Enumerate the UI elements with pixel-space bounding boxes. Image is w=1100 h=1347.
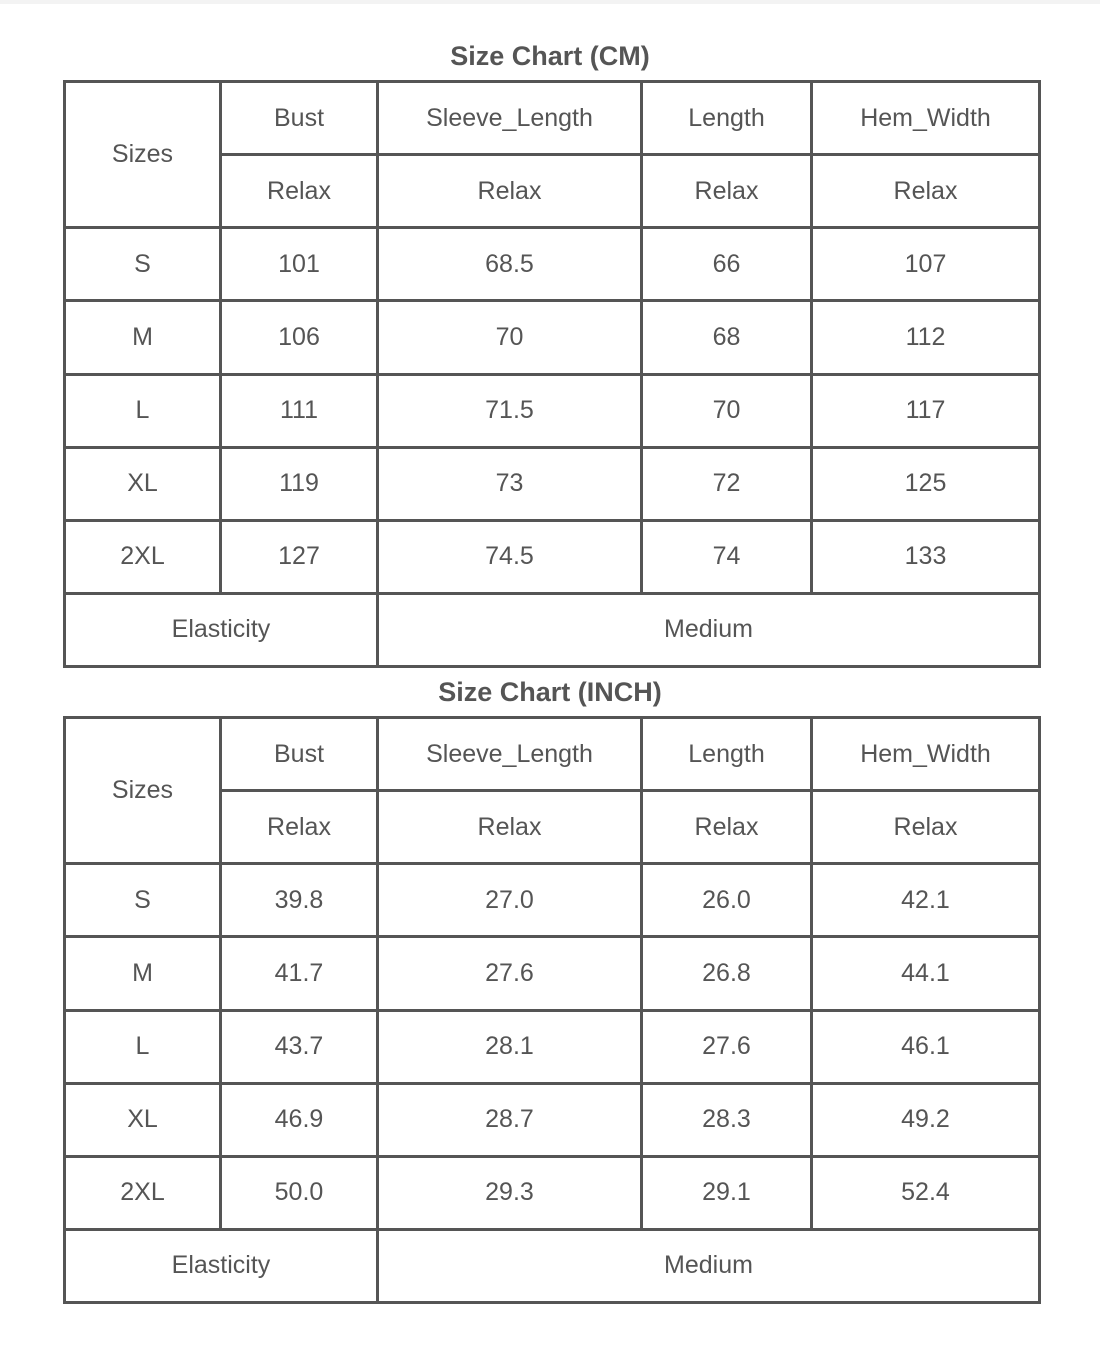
fit-cell: Relax bbox=[642, 791, 812, 864]
sizes-header: Sizes bbox=[65, 82, 221, 228]
table-cell: 117 bbox=[812, 374, 1040, 447]
table-cell: 71.5 bbox=[378, 374, 642, 447]
table-row bbox=[65, 1083, 1040, 1156]
table-row bbox=[65, 301, 1040, 374]
size-table-inch bbox=[63, 716, 1041, 1304]
table-cell: 46.1 bbox=[812, 1010, 1040, 1083]
table-cell: 43.7 bbox=[221, 1010, 378, 1083]
elasticity-value: Medium bbox=[378, 593, 1040, 666]
header-row bbox=[65, 82, 1040, 155]
table-cell: 127 bbox=[221, 520, 378, 593]
table-cell: 26.0 bbox=[642, 864, 812, 937]
table-cell: 41.7 bbox=[221, 937, 378, 1010]
table-cell: 27.6 bbox=[642, 1010, 812, 1083]
column-header-hem-width: Hem_Width bbox=[812, 82, 1040, 155]
table-cell: 101 bbox=[221, 228, 378, 301]
size-label: XL bbox=[65, 447, 221, 520]
column-header-bust: Bust bbox=[221, 82, 378, 155]
fit-cell: Relax bbox=[221, 791, 378, 864]
fit-cell: Relax bbox=[378, 791, 642, 864]
size-label: 2XL bbox=[65, 1156, 221, 1229]
table-cell: 42.1 bbox=[812, 864, 1040, 937]
size-table-cm bbox=[63, 80, 1041, 668]
sizes-header: Sizes bbox=[65, 718, 221, 864]
table-cell: 111 bbox=[221, 374, 378, 447]
elasticity-label: Elasticity bbox=[65, 1229, 378, 1302]
table-cell: 50.0 bbox=[221, 1156, 378, 1229]
chart-title-cm: Size Chart (CM) bbox=[450, 41, 650, 71]
size-label: L bbox=[65, 374, 221, 447]
elasticity-value: Medium bbox=[378, 1229, 1040, 1302]
table-cell: 68.5 bbox=[378, 228, 642, 301]
size-label: M bbox=[65, 937, 221, 1010]
table-cell: 29.3 bbox=[378, 1156, 642, 1229]
table-cell: 73 bbox=[378, 447, 642, 520]
elasticity-row bbox=[65, 593, 1040, 666]
table-cell: 49.2 bbox=[812, 1083, 1040, 1156]
fit-cell: Relax bbox=[812, 791, 1040, 864]
column-header-hem-width: Hem_Width bbox=[812, 718, 1040, 791]
fit-cell: Relax bbox=[812, 155, 1040, 228]
size-label: M bbox=[65, 301, 221, 374]
table-cell: 125 bbox=[812, 447, 1040, 520]
table-cell: 112 bbox=[812, 301, 1040, 374]
elasticity-label: Elasticity bbox=[65, 593, 378, 666]
chart-title-inch: Size Chart (INCH) bbox=[438, 677, 662, 707]
table-cell: 107 bbox=[812, 228, 1040, 301]
table-row bbox=[65, 228, 1040, 301]
table-cell: 27.6 bbox=[378, 937, 642, 1010]
size-label: 2XL bbox=[65, 520, 221, 593]
table-cell: 72 bbox=[642, 447, 812, 520]
table-row bbox=[65, 374, 1040, 447]
table-cell: 74 bbox=[642, 520, 812, 593]
top-divider bbox=[0, 0, 1100, 4]
table-cell: 133 bbox=[812, 520, 1040, 593]
table-cell: 28.3 bbox=[642, 1083, 812, 1156]
table-cell: 52.4 bbox=[812, 1156, 1040, 1229]
fit-cell: Relax bbox=[642, 155, 812, 228]
fit-cell: Relax bbox=[221, 155, 378, 228]
size-label: L bbox=[65, 1010, 221, 1083]
size-label: S bbox=[65, 228, 221, 301]
table-cell: 66 bbox=[642, 228, 812, 301]
table-cell: 27.0 bbox=[378, 864, 642, 937]
table-cell: 28.7 bbox=[378, 1083, 642, 1156]
table-cell: 39.8 bbox=[221, 864, 378, 937]
table-cell: 46.9 bbox=[221, 1083, 378, 1156]
column-header-sleeve-length: Sleeve_Length bbox=[378, 718, 642, 791]
table-cell: 68 bbox=[642, 301, 812, 374]
table-cell: 106 bbox=[221, 301, 378, 374]
column-header-length: Length bbox=[642, 718, 812, 791]
table-row bbox=[65, 937, 1040, 1010]
fit-cell: Relax bbox=[378, 155, 642, 228]
header-row bbox=[65, 718, 1040, 791]
table-cell: 74.5 bbox=[378, 520, 642, 593]
table-cell: 28.1 bbox=[378, 1010, 642, 1083]
column-header-length: Length bbox=[642, 82, 812, 155]
size-label: S bbox=[65, 864, 221, 937]
column-header-sleeve-length: Sleeve_Length bbox=[378, 82, 642, 155]
table-cell: 119 bbox=[221, 447, 378, 520]
elasticity-row bbox=[65, 1229, 1040, 1302]
size-label: XL bbox=[65, 1083, 221, 1156]
table-row bbox=[65, 1156, 1040, 1229]
table-cell: 26.8 bbox=[642, 937, 812, 1010]
table-row bbox=[65, 447, 1040, 520]
column-header-bust: Bust bbox=[221, 718, 378, 791]
table-cell: 44.1 bbox=[812, 937, 1040, 1010]
table-cell: 29.1 bbox=[642, 1156, 812, 1229]
table-cell: 70 bbox=[378, 301, 642, 374]
table-row bbox=[65, 520, 1040, 593]
table-cell: 70 bbox=[642, 374, 812, 447]
table-row bbox=[65, 1010, 1040, 1083]
table-row bbox=[65, 864, 1040, 937]
